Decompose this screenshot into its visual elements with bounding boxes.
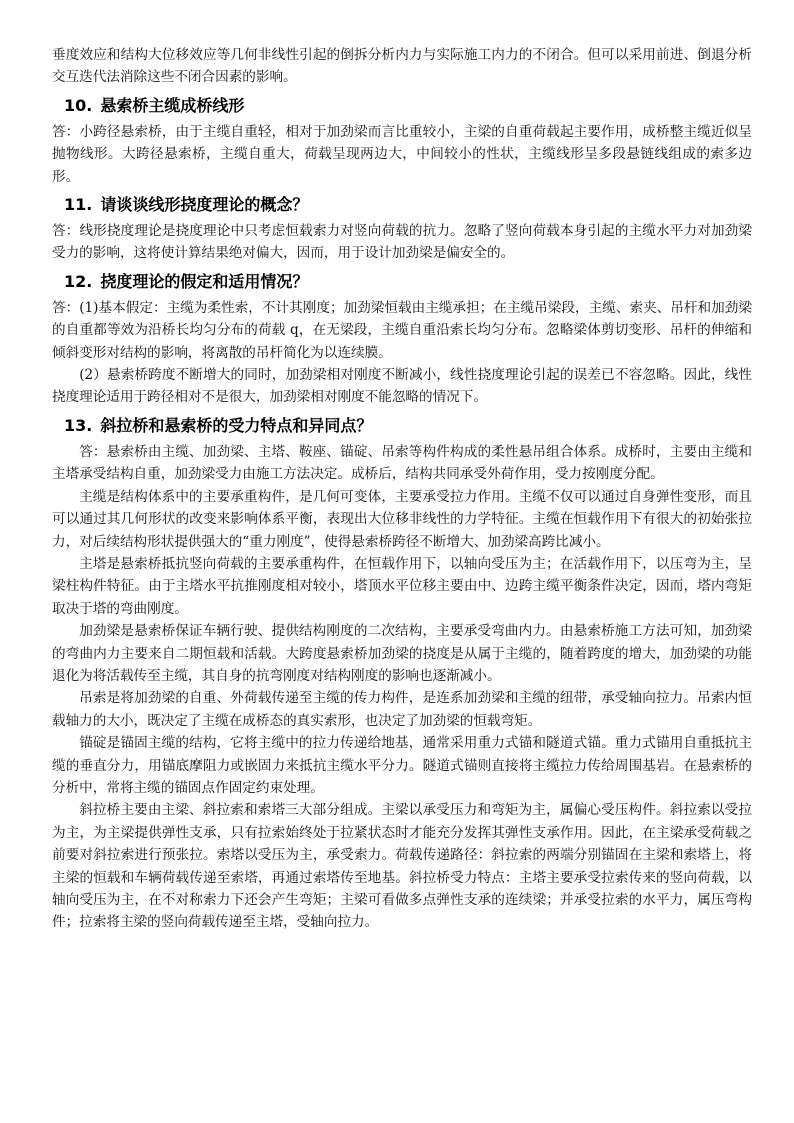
section-13-paragraph-6: 锚碇是锚固主缆的结构，它将主缆中的拉力传递给地基，通常采用重力式锚和隧道式锚。重力式锚用自重抵抗主缆的垂直分力，用锚底摩阻力或嵌固力来抵抗主缆水平分力。隧道式锚则直接将主缆拉力传给周围基岩。在悬索桥的分析中，常将主缆的锚固点作固定约束处理。 [52, 735, 752, 796]
intro-paragraph: 垂度效应和结构大位移效应等几何非线性引起的倒拆分析内力与实际施工内力的不闭合。但可以采用前进、倒退分析交互迭代法消除这些不闭合因素的影响。 [52, 47, 752, 86]
section-12-paragraph-1: 答：(1)基本假定：主缆为柔性索，不计其刚度；加劲梁恒载由主缆承担；在主缆吊梁段，主缆、索夹、吊杆和加劲梁的自重都等效为沿桥长均匀分布的荷载 q，在无梁段，主缆自重沿索长均匀分布。忽略梁体剪切变形、吊杆的伸缩和倾斜变形对结构的影响，将离散的吊杆简化为以连续膜。 [52, 299, 752, 361]
section-number: 10. [64, 95, 93, 115]
section-number: 12. [64, 271, 93, 291]
section-title: 悬索桥主缆成桥线形 [100, 95, 245, 115]
section-11-paragraph-1: 答：线形挠度理论是挠度理论中只考虑恒载索力对竖向荷载的抗力。忽略了竖向荷载本身引起的主缆水平力对加劲梁受力的影响，这将使计算结果绝对偏大，因而，用于设计加劲梁是偏安全的。 [52, 223, 752, 262]
section-13-paragraph-2: 主缆是结构体系中的主要承重构件，是几何可变体，主要承受拉力作用。主缆不仅可以通过自身弹性变形，而且可以通过其几何形状的改变来影响体系平衡，表现出大位移非线性的力学特征。主缆在恒载作用下有很大的初始张拉力，对后续结构形状提供强大的“重力刚度”，使得悬索桥跨径不断增大、加劲梁高跨比减小。 [52, 488, 752, 550]
section-12-paragraph-2: (2）悬索桥跨度不断增大的同时，加劲梁相对刚度不断减小，线性挠度理论引起的误差已不容忽略。因此，线性挠度理论适用于跨径相对不是很大，加劲梁相对刚度不能忽略的情况下。 [52, 367, 752, 406]
section-13-paragraph-4: 加劲梁是悬索桥保证车辆行驶、提供结构刚度的二次结构，主要承受弯曲内力。由悬索桥施工方法可知，加劲梁的弯曲内力主要来自二期恒载和活载。大跨度悬索桥加劲梁的挠度是从属于主缆的，随着跨度的增大，加劲梁的功能退化为将活载传至主缆，其自身的抗弯刚度对结构刚度的影响也逐渐减小。 [52, 623, 752, 684]
section-title: 请谈谈线形挠度理论的概念？ [100, 195, 309, 215]
section-13-paragraph-1: 答：悬索桥由主缆、加劲梁、主塔、鞍座、锚碇、吊索等构件构成的柔性悬吊组合体系。成桥时，主要由主缆和主塔承受结构自重，加劲梁受力由施工方法决定。成桥后，结构共同承受外荷作用，受力按刚度分配。 [52, 443, 752, 483]
section-13-paragraph-7: 斜拉桥主要由主梁、斜拉索和索塔三大部分组成。主梁以承受压力和弯矩为主，属偏心受压构件。斜拉索以受拉为主，为主梁提供弹性支承，只有拉索始终处于拉紧状态时才能充分发挥其弹性支承作用。因此，在主梁承受荷载之前要对斜拉索进行预张拉。索塔以受压为主，承受索力。荷载传递路径：斜拉索的两端分别锚固在主梁和索塔上，将主梁的恒载和车辆荷载传递至索塔，再通过索塔传至地基。斜拉桥受力特点：主塔主要承受拉索传来的竖向荷载，以轴向受压为主，在不对称索力下还会产生弯矩；主梁可看做多点弹性支承的连续梁；并承受拉索的水平力，属压弯构件；拉索将主梁的竖向荷载传递至主塔，受轴向拉力。 [52, 802, 752, 931]
section-10-paragraph-1: 答：小跨径悬索桥，由于主缆自重轻，相对于加劲梁而言比重较小，主梁的自重荷载起主要作用，成桥整主缆近似呈抛物线形。大跨径悬索桥，主缆自重大，荷载呈现两边大，中间较小的性状，主缆线形呈多段悬链线组成的索多边形。 [52, 123, 752, 185]
section-heading-13 [64, 415, 752, 437]
section-title: 挠度理论的假定和适用情况？ [100, 271, 309, 291]
section-heading-10 [64, 95, 752, 117]
section-number: 11. [64, 195, 93, 215]
section-13-paragraph-3: 主塔是悬索桥抵抗竖向荷载的主要承重构件，在恒载作用下，以轴向受压为主；在活载作用下，以压弯为主，呈梁柱构件特征。由于主塔水平抗推刚度相对较小，塔顶水平位移主要由中、边跨主缆平衡条件决定，因而，塔内弯矩取决于塔的弯曲刚度。 [52, 555, 752, 617]
section-13-paragraph-5: 吊索是将加劲梁的自重、外荷载传递至主缆的传力构件，是连系加劲梁和主缆的纽带，承受轴向拉力。吊索内恒载轴力的大小，既决定了主缆在成桥态的真实索形，也决定了加劲梁的恒载弯矩。 [52, 690, 752, 729]
section-heading-12 [64, 271, 752, 293]
document-page [52, 44, 752, 934]
section-number: 13. [64, 415, 93, 435]
section-heading-11 [64, 194, 752, 216]
section-title: 斜拉桥和悬索桥的受力特点和异同点？ [100, 415, 373, 435]
